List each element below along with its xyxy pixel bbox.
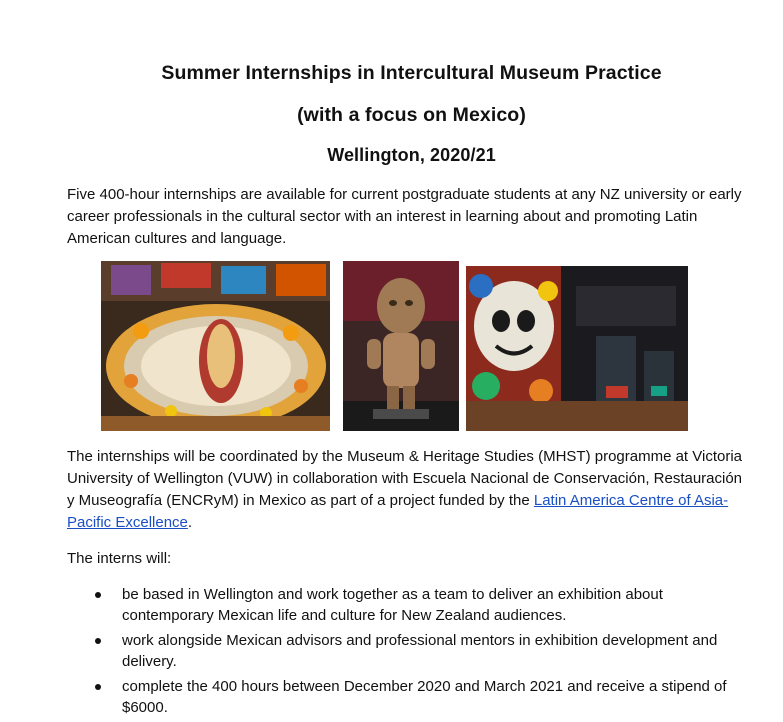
bullet-dot — [95, 592, 101, 598]
coordination-text: The internships will be coordinated by the Museum & Heritage Studies (MHST) programme at Victoria University of Wellington (VUW) in collaboration with Escuela Nacional de Conservación, Restauración y Museografía (ENCRyM) in Mexico as part of a project funded by the — [67, 448, 743, 509]
bullet-text: be based in Wellington and work together as a team to deliver an exhibition about contemporary Mexican life and culture for New Zealand audiences. — [122, 586, 663, 624]
day-of-the-dead-altar-photo — [101, 261, 330, 431]
list-item — [67, 630, 757, 672]
interns-lead-text: The interns will: — [67, 550, 172, 567]
lace-link[interactable]: Latin America Centre of Asia-Pacific Excellence — [67, 492, 729, 531]
title-line-2: (with a focus on Mexico) — [297, 104, 526, 126]
title-line-1: Summer Internships in Intercultural Museum Practice — [161, 62, 662, 84]
bullet-text: work alongside Mexican advisors and professional mentors in exhibition development and delivery. — [122, 632, 718, 670]
interns-bullet-list — [67, 584, 757, 722]
bullet-dot — [95, 684, 101, 690]
list-item — [67, 584, 757, 626]
coordination-paragraph — [67, 446, 747, 534]
bullet-text: complete the 400 hours between December 2020 and March 2021 and receive a stipend of $6000. — [122, 678, 727, 716]
list-item — [67, 676, 757, 718]
bullet-dot — [95, 638, 101, 644]
coordination-end: . — [187, 514, 193, 531]
exhibition-mural-room-photo — [466, 266, 688, 431]
carved-figure-statue-photo — [343, 261, 459, 431]
title-line-3: Wellington, 2020/21 — [327, 145, 496, 165]
intro-paragraph: Five 400-hour internships are available for current postgraduate students at any NZ university or early career professionals in the cultural sector with an interest in learning about and promoting Latin American cultures and language. — [67, 186, 742, 247]
